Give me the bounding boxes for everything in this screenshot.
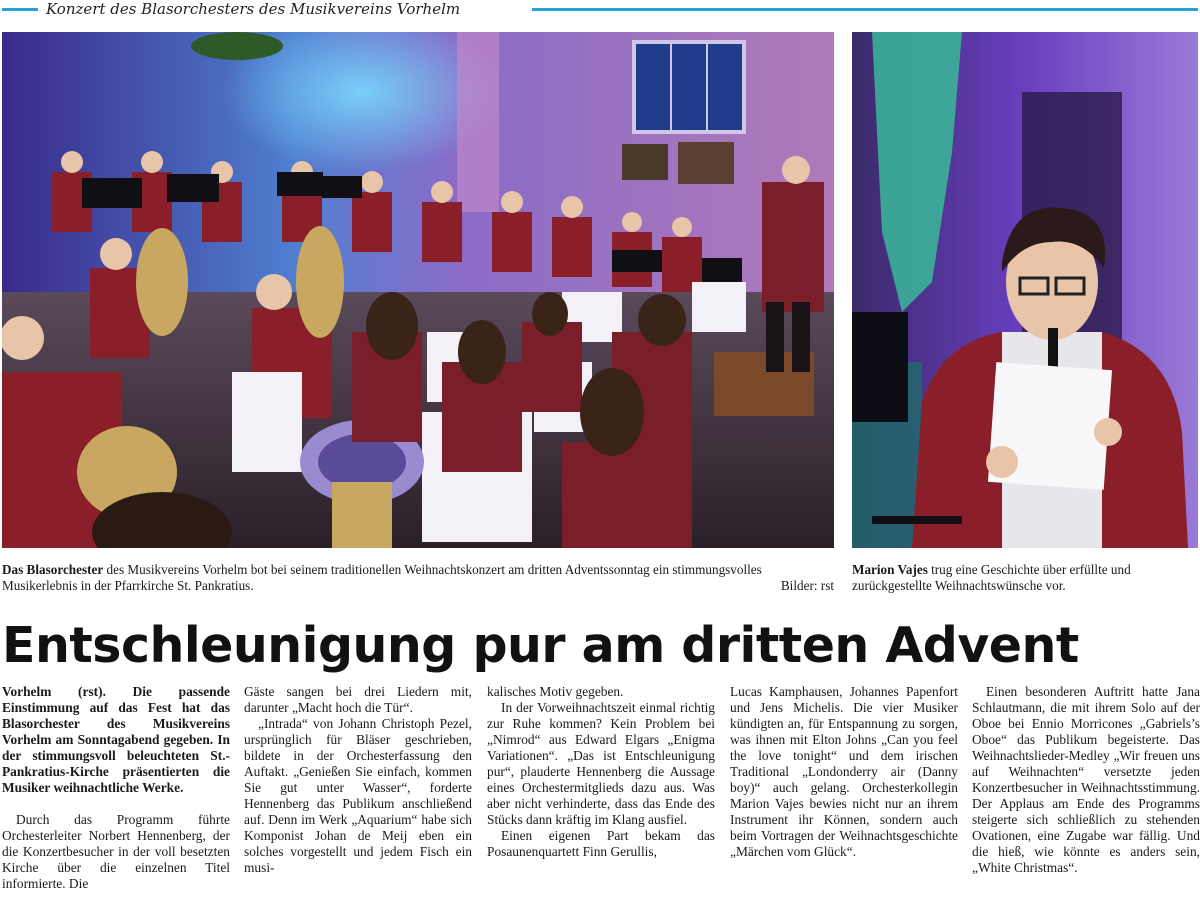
article-paragraph: „Intrada“ von Johann Christoph Pezel, ursprünglich für Bläser geschrieben, bildete in der Orchesterfassung den Auftakt. „Genießen Sie einfach, kommen Sie gut unter Wasser“, forderte Hennenberg das Publikum anschließend auf. Denn im Werk „Aquarium“ habe sich Komponist Johan de Meij eben ein solches vorgestellt und jedem Fisch ein musi- — [244, 716, 472, 875]
article-column-1 — [2, 684, 230, 892]
article-column-5 — [972, 684, 1200, 876]
photo-marion-vajes-graphic — [852, 32, 1198, 548]
caption-side-lead: Marion Vajes — [852, 562, 928, 577]
caption-orchestra-lead: Das Blasorchester — [2, 562, 104, 577]
article-column-4 — [730, 684, 958, 860]
article-paragraph: Lucas Kamphausen, Johannes Papenfort und Jens Michelis. Die vier Musiker kündigten an, für Entspannung zu sorgen, was ihnen mit Elton Johns „Can you feel the love tonight“ und dem irischen Traditional „Londonderry air (Danny boy)“ auch gelang. Orchesterkollegin Marion Vajes bewies nicht nur an ihrem Instrument ihr Können, sondern auch beim Vortragen der Weihnachtsgeschichte „Märchen vom Glück“. — [730, 684, 958, 859]
photo-orchestra — [2, 32, 834, 548]
article-paragraph: kalisches Motiv gegeben. — [487, 684, 624, 699]
article-paragraph: Einen eigenen Part bekam das Posaunenquartett Finn Gerullis, — [487, 828, 715, 859]
article-lead: Vorhelm (rst). Die passende Einstimmung auf das Fest hat das Blasorchester des Musikvereins Vorhelm am Sonntagabend gegeben. In der stimmungsvoll beleuchteten St.-Pankratius-Kirche präsentierten die Musiker weihnachtliche Werke. — [2, 684, 230, 795]
photo-marion-vajes — [852, 32, 1198, 548]
article-paragraph: Durch das Programm führte Orchesterleiter Norbert Hennenberg, der die Konzertbesucher in der voll besetzten Kirche über die einzelnen Titel informierte. Die — [2, 812, 230, 891]
photo-credit: Bilder: rst — [780, 578, 834, 593]
article-column-3 — [487, 684, 715, 860]
caption-orchestra — [2, 562, 834, 594]
article-paragraph: Einen besonderen Auftritt hatte Jana Schlautmann, die mit ihrem Solo auf der Oboe bei Ennio Morricones „Gabriels’s Oboe“ das Publikum begeisterte. Das Weihnachtslieder-Medley „Wir freuen uns auf Weihnachten“ versetzte jeden Konzertbesucher in Weihnachtsstimmung. Der Applaus am Ende des Programms steigerte sich schließlich zu stehenden Ovationen, eine Zugabe war fällig. Und die hieß, wie könnte es anders sein, „White Christmas“. — [972, 684, 1200, 875]
kicker-bar — [0, 0, 1200, 22]
kicker-rule-left — [2, 8, 38, 11]
article-column-2 — [244, 684, 472, 876]
kicker-text: Konzert des Blasorchesters des Musikvereins Vorhelm — [46, 0, 461, 18]
photo-orchestra-graphic — [2, 32, 834, 548]
caption-marion-vajes — [852, 562, 1198, 594]
article-paragraph: Gäste sangen bei drei Liedern mit, darunter „Macht hoch die Tür“. — [244, 684, 472, 715]
caption-side-text: trug eine Geschichte über erfüllte und zurückgestellte Weihnachtswünsche vor. — [852, 562, 1131, 593]
article-paragraph: In der Vorweihnachtszeit einmal richtig zur Ruhe kommen? Kein Problem bei „Nimrod“ aus Edward Elgars „Enigma Variationen“. „Das ist Entschleunigung pur“, plauderte Hennenberg die Aussage eines Orchestermitglieds dazu aus. Was aber nicht verhinderte, dass das Ende des Stücks dann kräftig im Klang ausfiel. — [487, 700, 715, 827]
article-headline: Entschleunigung pur am dritten Advent — [2, 617, 1079, 674]
caption-orchestra-text: des Musikvereins Vorhelm bot bei seinem traditionellen Weihnachtskonzert am dritten Adventssonntag ein stimmungsvolles Musikerlebnis in der Pfarrkirche St. Pankratius. — [2, 562, 762, 593]
kicker-rule-right — [532, 8, 1198, 11]
